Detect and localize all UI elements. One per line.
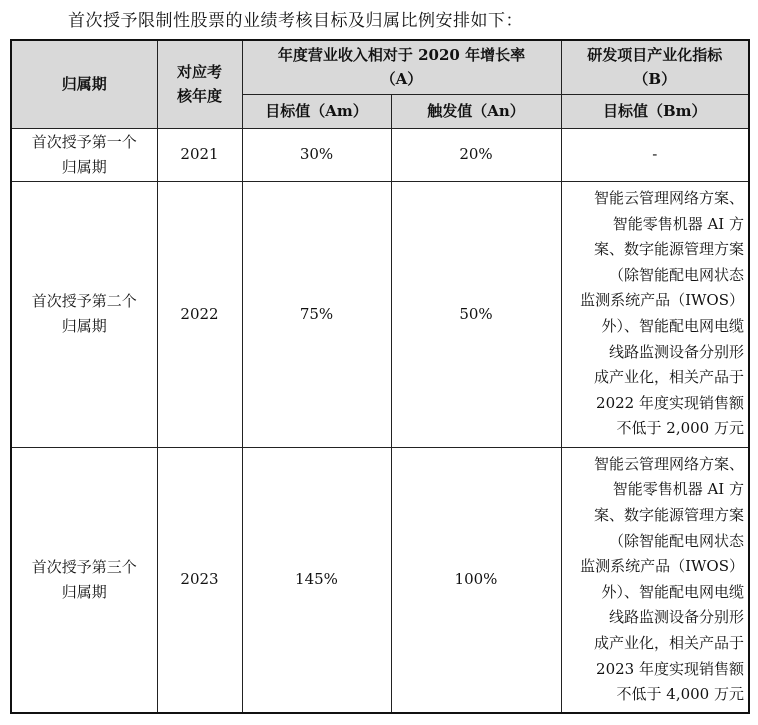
table-row <box>11 447 749 713</box>
row2-period: 首次授予第二个 归属期 <box>11 181 157 447</box>
table-row <box>11 181 749 447</box>
header-period: 归属期 <box>11 40 157 128</box>
row2-year: 2022 <box>157 181 242 447</box>
row2-an: 50% <box>391 181 561 447</box>
row3-year: 2023 <box>157 447 242 713</box>
header-year: 对应考核年度 <box>157 40 242 128</box>
table-row <box>11 128 749 181</box>
header-target-am: 目标值（Am） <box>242 94 391 128</box>
row3-bm: 智能云管理网络方案、 智能零售机器 AI 方 案、数字能源管理方案 （除智能配电网状态 监测系统产品（IWOS） 外）、智能配电网电缆 线路监测设备分别形 成产业化，相关产品于 2023 年度实现销售额 不低于 4,000 万元 <box>561 447 749 713</box>
row1-bm: - <box>561 128 749 181</box>
row3-period: 首次授予第三个 归属期 <box>11 447 157 713</box>
row3-an: 100% <box>391 447 561 713</box>
row3-am: 145% <box>242 447 391 713</box>
header-rd-group: 研发项目产业化指标（B） <box>561 40 749 94</box>
intro-text: 首次授予限制性股票的业绩考核目标及归属比例安排如下： <box>68 11 523 31</box>
header-target-bm: 目标值（Bm） <box>561 94 749 128</box>
row1-period: 首次授予第一个 归属期 <box>11 128 157 181</box>
performance-table <box>10 39 750 714</box>
row1-am: 30% <box>242 128 391 181</box>
row2-am: 75% <box>242 181 391 447</box>
row1-year: 2021 <box>157 128 242 181</box>
header-revenue-group: 年度营业收入相对于 2020 年增长率（A） <box>242 40 561 94</box>
row2-bm: 智能云管理网络方案、 智能零售机器 AI 方 案、数字能源管理方案 （除智能配电网状态 监测系统产品（IWOS） 外）、智能配电网电缆 线路监测设备分别形 成产业化，相关产品于 2022 年度实现销售额 不低于 2,000 万元 <box>561 181 749 447</box>
row1-an: 20% <box>391 128 561 181</box>
header-trigger-an: 触发值（An） <box>391 94 561 128</box>
